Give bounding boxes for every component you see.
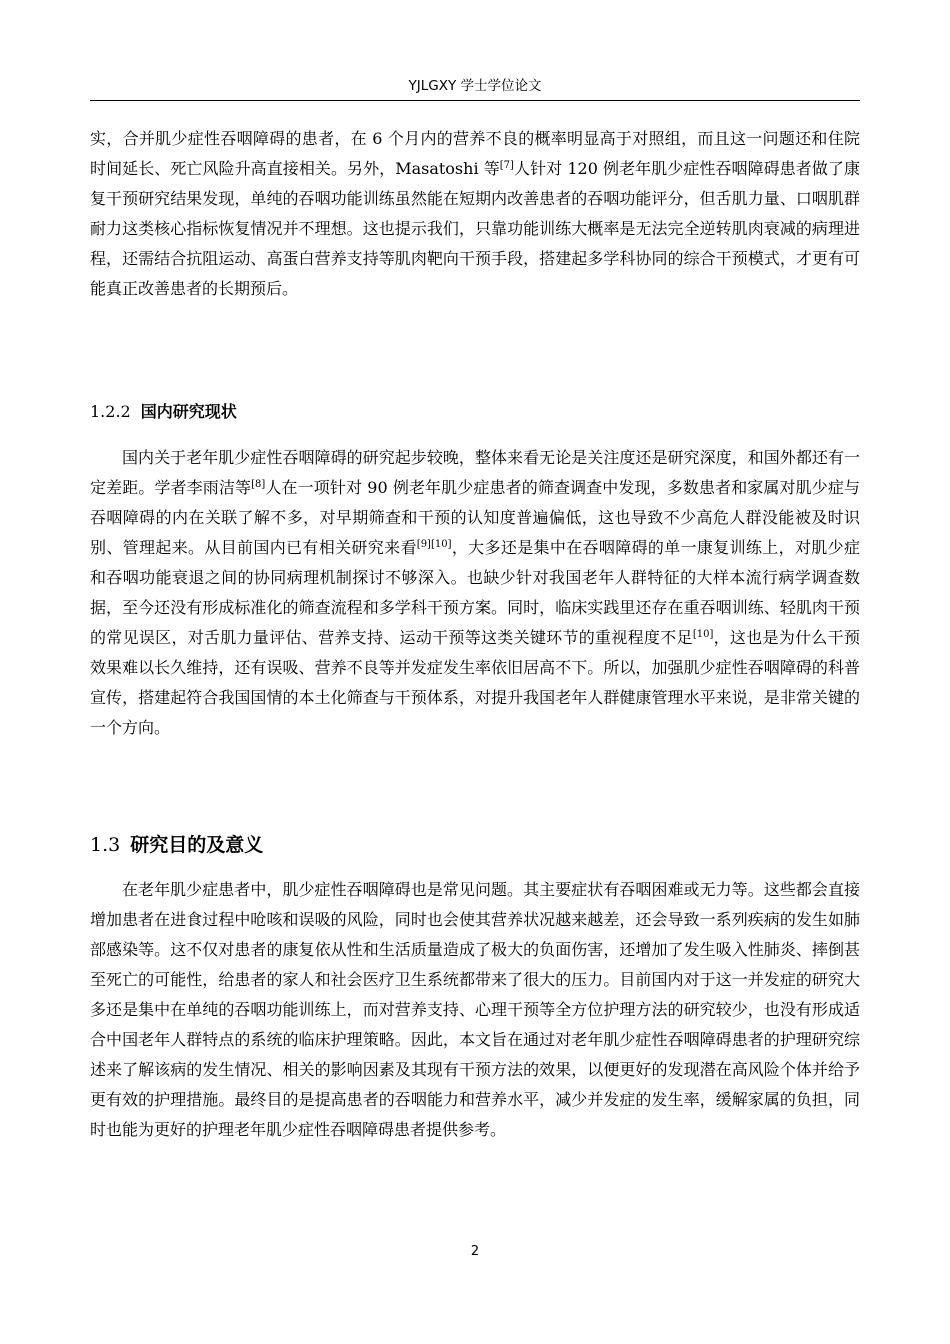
paragraph-text: ，这也是为什么干预效果难以长久维持，还有误吸、营养不良等并发症发生率依旧居高不下。所以，加强肌少症性吞咽障碍的科普宣传，搭建起符合我国国情的本土化筛查与干预体系，对提升我国老年人群健康管理水平来说，是非常关键的一个方向。 [90, 628, 860, 737]
paragraph-text: 人针对 120 例老年肌少症性吞咽障碍患者做了康复干预研究结果发现，单纯的吞咽功能训练虽然能在短期内改善患者的吞咽功能评分，但舌肌力量、口咽肌群耐力这类核心指标恢复情况并不理想。这也提示我们，只靠功能训练大概率是无法完全逆转肌肉衰减的病理进程，还需结合抗阻运动、高蛋白营养支持等肌肉靶向干预手段，搭建起多学科协同的综合干预模式，才更有可能真正改善患者的长期预后。 [90, 159, 860, 298]
running-header: YJLGXY 学士学位论文 [408, 78, 542, 94]
paragraph-text: 国内关于老年肌少症性吞咽障碍的研究起步较晚，整体来看无论是关注度还是研究深度，和国外都还有一定差距。学者李雨洁等 [90, 448, 860, 497]
section-title: 国内研究现状 [140, 402, 237, 421]
section-heading-1-3 [90, 827, 263, 863]
section-number: 1.3 [90, 834, 121, 856]
paragraph-research-purpose: 在老年肌少症患者中，肌少症性吞咽障碍也是常见问题。其主要症状有吞咽困难或无力等。这些都会直接增加患者在进食过程中呛咳和误吸的风险，同时也会使其营养状况越来越差，还会导致一系列疾病的发生如肺部感染等。这不仅对患者的康复依从性和生活质量造成了极大的负面伤害，还增加了发生吸入性肺炎、摔倒甚至死亡的可能性，给患者的家人和社会医疗卫生系统都带来了很大的压力。目前国内对于这一并发症的研究大多还是集中在单纯的吞咽功能训练上，而对营养支持、心理干预等全方位护理方法的研究较少，也没有形成适合中国老年人群特点的系统的临床护理策略。因此，本文旨在通过对老年肌少症性吞咽障碍患者的护理研究综述来了解该病的发生情况、相关的影响因素及其现有干预方法的效果，以便更好的发现潜在高风险个体并给予更有效的护理措施。最终目的是提高患者的吞咽能力和营养水平，减少并发症的发生率，缓解家属的负担，同时也能为更好的护理老年肌少症性吞咽障碍患者提供参考。 [90, 880, 860, 1139]
section-heading-1-2-2 [90, 397, 237, 427]
citation-ref: [10] [430, 539, 452, 550]
paragraph-text: ，大多还是集中在吞咽障碍的单一康复训练上，对肌少症和吞咽功能衰退之间的协同病理机制探讨不够深入。也缺少针对我国老年人群特征的大样本流行病学调查数据，至今还没有形成标准化的筛查流程和多学科干预方案。同时，临床实践里还存在重吞咽训练、轻肌肉干预的常见误区，对舌肌力量评估、营养支持、运动干预等这类关键环节的重视程度不足 [90, 538, 860, 647]
paragraph-continued [90, 124, 860, 304]
paragraph-domestic-research [90, 443, 860, 743]
section-number: 1.2.2 [90, 402, 131, 421]
section-title: 研究目的及意义 [130, 834, 264, 856]
paragraph-text: 人在一项针对 90 例老年肌少症患者的筛查调查中发现，多数患者和家属对肌少症与吞咽障碍的内在关联了解不多，对早期筛查和干预的认知度普遍偏低，这也导致不少高危人群没能被及时识别、管理起来。从目前国内已有相关研究来看 [90, 478, 860, 557]
citation-ref: [8] [251, 479, 266, 490]
page-number: 2 [470, 1244, 480, 1259]
citation-ref: [10] [692, 629, 714, 640]
citation-ref: [9] [416, 539, 431, 550]
paragraph-text: 实，合并肌少症性吞咽障碍的患者，在 6 个月内的营养不良的概率明显高于对照组，而且这一问题还和住院时间延长、死亡风险升高直接相关。另外，Masatoshi 等 [90, 129, 860, 178]
citation-ref: [7] [499, 160, 514, 171]
header-rule [90, 100, 860, 101]
